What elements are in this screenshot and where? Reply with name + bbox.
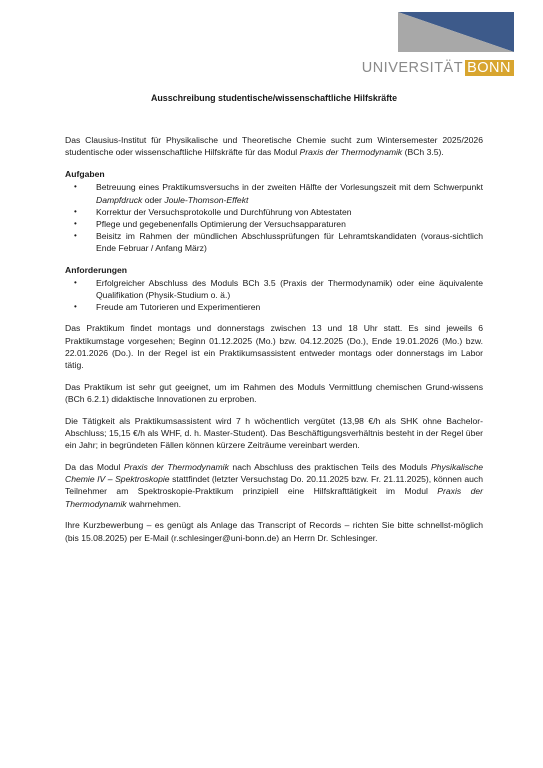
list-item xyxy=(65,181,483,205)
task-text: Betreuung eines Praktikumsversuchs in der zweiten Hälfte der Vorlesungszeit mit dem Schwerpunkt xyxy=(96,182,483,193)
logo-city-text: BONN xyxy=(465,60,514,76)
list-item xyxy=(65,218,483,230)
paragraph-text: nach Abschluss des praktischen Teils des Moduls xyxy=(228,462,431,473)
schedule-paragraph: Das Praktikum findet montags und donnerstags zwischen 13 und 18 Uhr statt. Es sind jeweils 6 Praktikumstage vorgesehen; Beginn 01.12.2025 (Mo.) bzw. 04.12.2025 (Do.), Ende 19.01.2026 (Mo.) bzw. 22.01.2026 (Do.). In der Regel ist ein Praktikumsassistent entweder montags oder donnerstags im Labor tätig. xyxy=(65,323,483,371)
paragraph-text: stattfindet (letzter Versuchstag Do. 20.11.2025 bzw. Fr. 21.11.2025), können auch Teilnehmer am Spektroskopie-Praktikum prinzipiell eine Hilfskrafttätigkeit im Modul xyxy=(65,474,483,497)
module-name: Praxis der Thermodynamik xyxy=(123,462,229,473)
list-item xyxy=(65,206,483,218)
task-topic: Dampfdruck xyxy=(96,194,143,205)
task-text: oder xyxy=(142,194,165,205)
task-text: Beisitz im Rahmen der mündlichen Abschlussprüfungen für Lehramtskandidaten (voraus-sichtlich Ende Februar / Anfang März) xyxy=(96,231,483,254)
requirement-text: Freude am Tutorieren und Experimentieren xyxy=(96,302,261,313)
intro-text-end: (BCh 3.5). xyxy=(402,147,444,158)
logo-university-text: UNIVERSITÄT xyxy=(361,60,464,76)
bullet-icon: • xyxy=(74,277,77,287)
university-logo xyxy=(336,12,514,78)
bullet-icon: • xyxy=(74,182,77,192)
intro-text: Das Clausius-Institut für Physikalische und Theoretische Chemie sucht zum Wintersemester 2025/2026 studentische oder wissenschaftliche Hilfskräfte für das Modul xyxy=(65,135,483,158)
bullet-icon: • xyxy=(74,302,77,312)
spectroscopy-paragraph xyxy=(65,461,483,510)
module-name: Physikalische Chemie IV – Spektroskopie xyxy=(65,462,483,485)
module-name: Praxis der Thermodynamik xyxy=(65,486,483,509)
bullet-icon: • xyxy=(74,219,77,229)
didactics-paragraph: Das Praktikum ist sehr gut geeignet, um im Rahmen des Moduls Vermittlung chemischen Grund-wissens (BCh 6.2.1) didaktische Innovationen zu erproben. xyxy=(65,381,483,405)
list-item xyxy=(65,277,483,301)
payment-paragraph: Die Tätigkeit als Praktikumsassistent wird 7 h wöchentlich vergütet (13,98 €/h als SHK ohne Bachelor-Abschluss; 15,15 €/h als WHF, d. h. Master-Student). Das Beschäftigungsverhältnis besteht in der Regel über ein Jahr; in begründeten Fällen können kürzere Zeiträume vereinbart werden. xyxy=(65,415,483,451)
tasks-heading: Aufgaben xyxy=(65,169,105,180)
task-topic: Joule-Thomson-Effekt xyxy=(164,194,249,205)
logo-wordmark xyxy=(362,60,514,76)
bullet-icon: • xyxy=(74,231,77,241)
requirement-text: Erfolgreicher Abschluss des Moduls BCh 3.5 (Praxis der Thermodynamik) oder eine äquivalente Qualifikation (Physik-Studium o. ä.) xyxy=(96,277,483,301)
paragraph-text: Da das Modul xyxy=(65,462,124,473)
list-item xyxy=(65,230,483,254)
task-text: Korrektur der Versuchsprotokolle und Durchführung von Abtestaten xyxy=(96,206,352,217)
requirements-list xyxy=(65,277,483,314)
application-paragraph: Ihre Kurzbewerbung – es genügt als Anlage das Transcript of Records – richten Sie bitte schnellst-möglich (bis 15.08.2025) per E-Mail (r.schlesinger@uni-bonn.de) an Herrn Dr. Schlesinger. xyxy=(65,520,483,543)
page-title: Ausschreibung studentische/wissenschaftliche Hilfskräfte xyxy=(150,93,398,103)
paragraph-text: wahrnehmen. xyxy=(126,498,182,509)
document-body xyxy=(65,92,483,553)
bullet-icon: • xyxy=(74,206,77,216)
requirements-heading: Anforderungen xyxy=(65,264,128,275)
intro-module-name: Praxis der Thermodynamik xyxy=(299,147,403,158)
tasks-list xyxy=(65,181,483,254)
list-item xyxy=(65,301,483,313)
intro-paragraph xyxy=(65,134,483,158)
logo-emblem-icon xyxy=(398,12,514,60)
task-text: Pflege und gegebenenfalls Optimierung der Versuchsapparaturen xyxy=(96,219,346,230)
